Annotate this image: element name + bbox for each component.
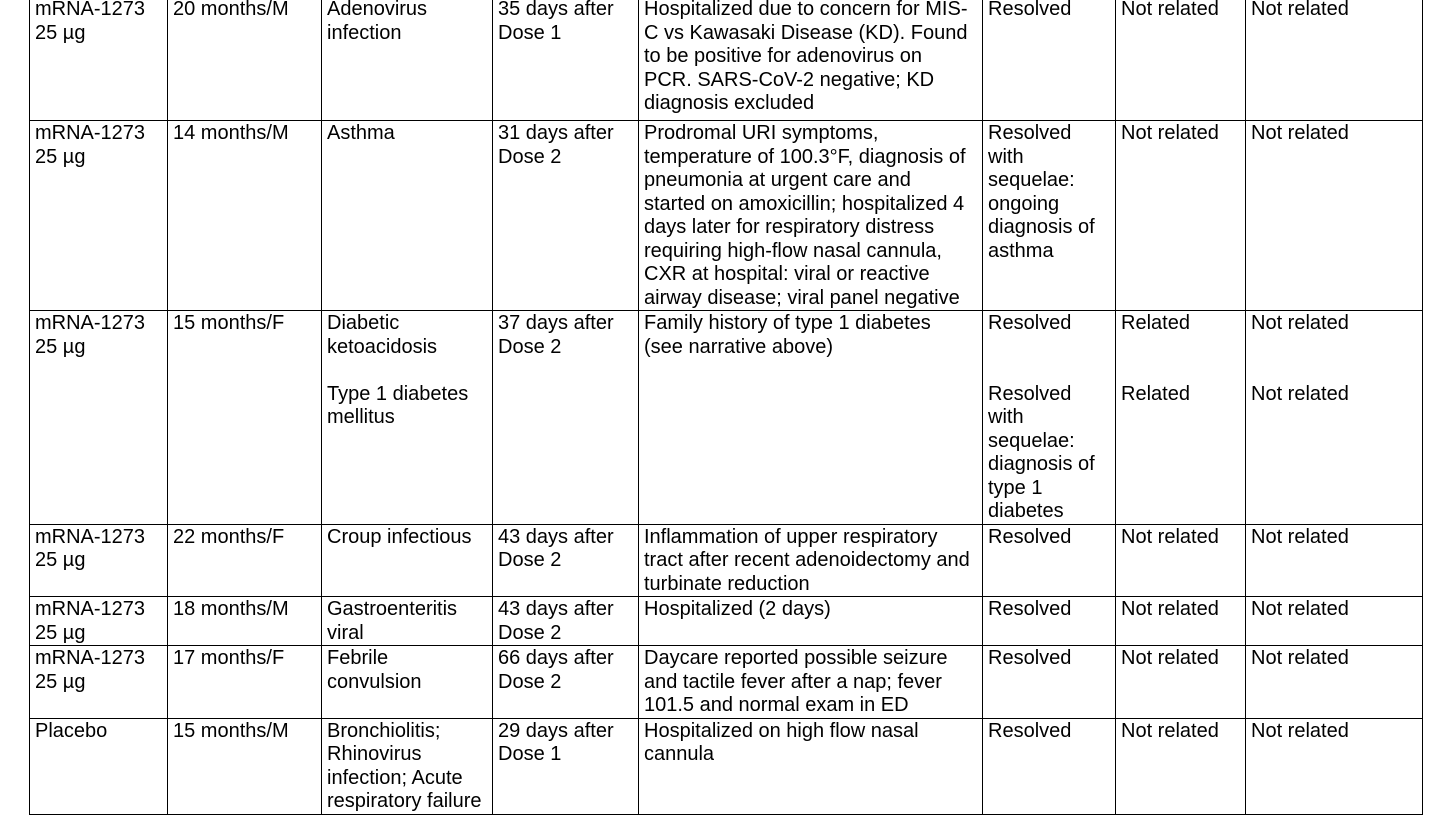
outcome-cell: Resolved bbox=[983, 524, 1116, 597]
table-row bbox=[30, 311, 1423, 525]
event-cell: Gastroenteritis viral bbox=[322, 597, 493, 646]
details-cell: Hospitalized (2 days) bbox=[639, 597, 983, 646]
details-cell: Daycare reported possible seizure and tactile fever after a nap; fever 101.5 and normal exam in ED bbox=[639, 646, 983, 719]
relatedness-sponsor-cell: Not related bbox=[1246, 121, 1423, 311]
group-cell: Placebo bbox=[30, 718, 168, 814]
group-cell: mRNA-1273 25 µg bbox=[30, 0, 168, 121]
outcome-cell: Resolved bbox=[983, 718, 1116, 814]
table-row bbox=[30, 646, 1423, 719]
table-row bbox=[30, 718, 1423, 814]
relatedness-sponsor-cell: Not related bbox=[1246, 646, 1423, 719]
relatedness-sponsor-cell: Not related bbox=[1246, 718, 1423, 814]
group-cell: mRNA-1273 25 µg bbox=[30, 646, 168, 719]
outcome-cell: Resolved with sequelae: ongoing diagnosis of asthma bbox=[983, 121, 1116, 311]
table-row bbox=[30, 597, 1423, 646]
event-cell: Febrile convulsion bbox=[322, 646, 493, 719]
relatedness-investigator-cell: Related Related bbox=[1116, 311, 1246, 525]
adverse-events-table bbox=[29, 0, 1423, 815]
details-cell: Prodromal URI symptoms, temperature of 100.3°F, diagnosis of pneumonia at urgent care and started on amoxicillin; hospitalized 4 days later for respiratory distress requiring high-flow nasal cannula, CXR at hospital: viral or reactive airway disease; viral panel negative bbox=[639, 121, 983, 311]
age-sex-cell: 20 months/M bbox=[168, 0, 322, 121]
onset-cell: 66 days after Dose 2 bbox=[493, 646, 639, 719]
onset-cell: 29 days after Dose 1 bbox=[493, 718, 639, 814]
details-cell: Hospitalized due to concern for MIS- C vs Kawasaki Disease (KD). Found to be positive for adenovirus on PCR. SARS-CoV-2 negative; KD diagnosis excluded bbox=[639, 0, 983, 121]
details-cell: Family history of type 1 diabetes (see narrative above) bbox=[639, 311, 983, 525]
outcome-cell: Resolved bbox=[983, 646, 1116, 719]
event-cell: Bronchiolitis; Rhinovirus infection; Acute respiratory failure bbox=[322, 718, 493, 814]
details-cell: Hospitalized on high flow nasal cannula bbox=[639, 718, 983, 814]
age-sex-cell: 17 months/F bbox=[168, 646, 322, 719]
onset-cell: 35 days after Dose 1 bbox=[493, 0, 639, 121]
table-row bbox=[30, 0, 1423, 121]
age-sex-cell: 14 months/M bbox=[168, 121, 322, 311]
relatedness-investigator-cell: Not related bbox=[1116, 718, 1246, 814]
onset-cell: 43 days after Dose 2 bbox=[493, 597, 639, 646]
event-cell: Croup infectious bbox=[322, 524, 493, 597]
relatedness-investigator-cell: Not related bbox=[1116, 524, 1246, 597]
event-cell: Asthma bbox=[322, 121, 493, 311]
onset-cell: 31 days after Dose 2 bbox=[493, 121, 639, 311]
onset-cell: 37 days after Dose 2 bbox=[493, 311, 639, 525]
table-row bbox=[30, 121, 1423, 311]
details-cell: Inflammation of upper respiratory tract after recent adenoidectomy and turbinate reduction bbox=[639, 524, 983, 597]
outcome-cell: Resolved Resolved with sequelae: diagnosis of type 1 diabetes bbox=[983, 311, 1116, 525]
relatedness-sponsor-cell: Not related Not related bbox=[1246, 311, 1423, 525]
onset-cell: 43 days after Dose 2 bbox=[493, 524, 639, 597]
relatedness-investigator-cell: Not related bbox=[1116, 646, 1246, 719]
age-sex-cell: 18 months/M bbox=[168, 597, 322, 646]
table-row bbox=[30, 524, 1423, 597]
age-sex-cell: 22 months/F bbox=[168, 524, 322, 597]
relatedness-sponsor-cell: Not related bbox=[1246, 524, 1423, 597]
group-cell: mRNA-1273 25 µg bbox=[30, 597, 168, 646]
outcome-cell: Resolved bbox=[983, 0, 1116, 121]
relatedness-investigator-cell: Not related bbox=[1116, 597, 1246, 646]
age-sex-cell: 15 months/M bbox=[168, 718, 322, 814]
event-cell: Diabetic ketoacidosis Type 1 diabetes mellitus bbox=[322, 311, 493, 525]
relatedness-sponsor-cell: Not related bbox=[1246, 597, 1423, 646]
relatedness-sponsor-cell: Not related bbox=[1246, 0, 1423, 121]
age-sex-cell: 15 months/F bbox=[168, 311, 322, 525]
event-cell: Adenovirus infection bbox=[322, 0, 493, 121]
relatedness-investigator-cell: Not related bbox=[1116, 121, 1246, 311]
group-cell: mRNA-1273 25 µg bbox=[30, 121, 168, 311]
group-cell: mRNA-1273 25 µg bbox=[30, 311, 168, 525]
outcome-cell: Resolved bbox=[983, 597, 1116, 646]
group-cell: mRNA-1273 25 µg bbox=[30, 524, 168, 597]
relatedness-investigator-cell: Not related bbox=[1116, 0, 1246, 121]
